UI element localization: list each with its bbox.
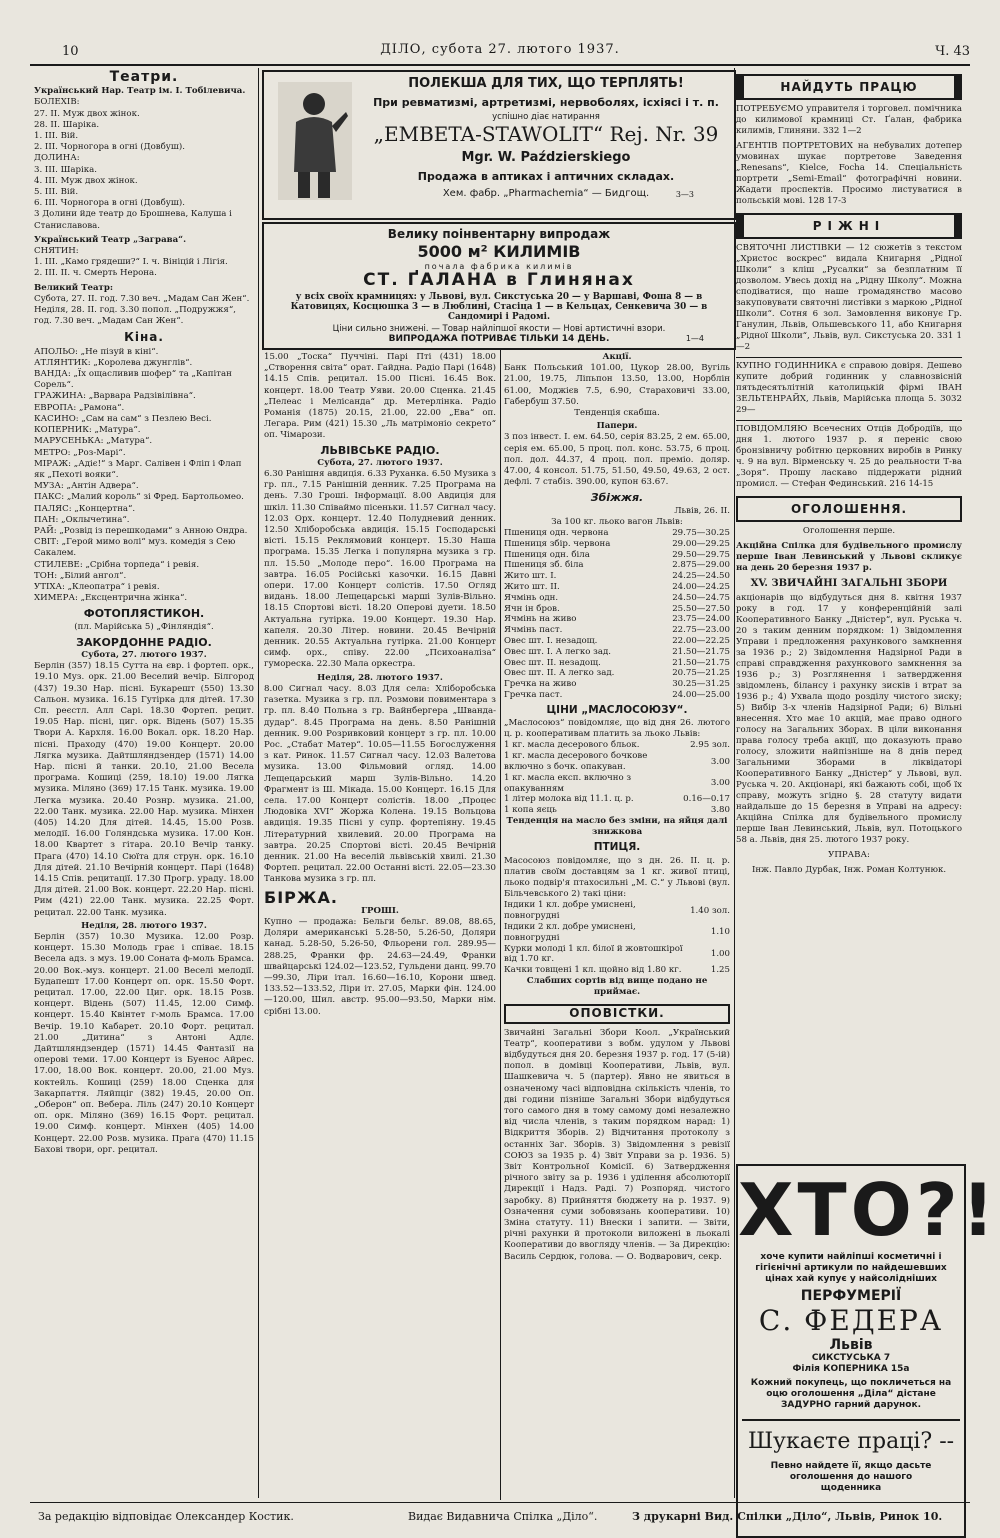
lviv-radio-title: ЛЬВІВСЬКЕ РАДІО. [320, 443, 440, 457]
cinema-line: КОПЕРНИК: „Матура“. [34, 425, 141, 436]
ad-city: Львів [829, 1337, 873, 1353]
cinema-line: АПОЛЬО: „Не пізуй в кіні“. [34, 346, 159, 357]
radio-program-text: Берлін (357) 10.30 Музика. 12.00 Розр. концерт. 15.30 Молодь грає і співає. 18.15 Весела адз. з муз. 19.00 Соната ф-моль Брамса. 20.00 Вок.-муз. концерт. 21.00 Веселі мелодії. Будапешт 17.00 Концерт оп. орк. 15.50 Форт. рецитал. 17.00, 22.00 Циг. орк. 18.15 Розв. концерт. Відень (507) 11.45, 12.00 Симф. концерт. 15.40 Квінтет г-моль Брамса. 17.00 Вечір. 19.10 Кабарет. 20.10 Форт. рецитал. 21.00 „Дитина“ з Антоні Адлє. Дайтшляндзендер (1571) 14.45 Фантазії на оперові теми. 17.00 Концерт із Буенос Айрес. 17.00, 18.00 Вок. концерт. 20.00, 21.00 Муз. коктейль. Кошиці (259) 18.00 Сценка для Закарпаття. Ляйпціг (382) 19.45, 20.00 Оп. „Оберон“ оп. Вебера. Ліль (247) 20.10 Концерт оп. орк. Міляно (369) 16.15 Форт. рецитал. 19.00 Симф. концерт. Мінхен (405) 14.00 Концерт. 22.00 Розв. музика. Прага (470) 11.15 Бахові твори, орг. рецитал. [34, 932, 254, 1155]
ad-code: 3—3 [675, 190, 694, 199]
ad-address: Філія КОПЕРНИКА 15а [792, 1364, 910, 1374]
market-column [504, 352, 730, 1500]
radio-day-heading: Субота, 27. лютого 1937. [317, 457, 443, 468]
poultry-trend: Слабших сортів від вище подано не приймає. [526, 975, 708, 998]
theatre-line: 4. III. Муж двох жінок. [34, 175, 138, 186]
theatres-title: Театри. [109, 69, 179, 85]
shares-text: Банк Польський 101.00, Цукор 28.00, Вугіль 21.00, 19.75, Ліпьпон 13.50, 13.00, Норблін 61.00, Моджієв 7.5, 6.90, Стараховичі 33.00, Габербуш 37.50. [504, 363, 730, 407]
theatre-line: Неділя, 28. II. год. 3.30 попол. „Подружжя“, год. 7.30 веч. „Мадам Сан Жен“. [34, 305, 236, 327]
table-row: 1 кг. масла експ. включно з опакуванням 3.00 [504, 772, 730, 794]
cinema-line: СВІТ: „Герой мимо волі“ муз. комедія з Сею Сакалем. [34, 537, 236, 559]
perfumery-advertisement [736, 1164, 999, 1538]
theatre-line: Субота, 27. II. год. 7.30 веч. „Мадам Сан Жен“. [34, 293, 250, 304]
announcement-text: акціонарів що відбудуться дня 8. квітня 1937 року в год. 17 у конференційній залі Кооперативного Банку „Дністер“, вул. Руська ч. 20 з таким денним порядком: 1) Звідомлення Управи і предложення рахункового замкнення за 1936 р.; 2) Звідомлення Надзірної Ради в справі справдження рахункового замкнення за 1936 р.; 3) Розглянення і затвердження звідомлень, білансу і рахунку зисків і втрат за 1936 р.; 4) Ухвала щодо розділу чистого зиску; 5) Вибір 3-х членів Надзірної Ради; 6) Вільні внесення. Хто має 10 акцій, має право одного голосу на Загальних Зборах. В ціли виконання права голосу треба акції, що доказують право голосу, зложити найпізніше на 8 днів перед Загальними Зборами в ліквідаторі Кооперативного Банку „Дністер“ у Львові, вул. Руська ч. 20. Акціонарі, які бажають собі, щоб їх справу, можуть згідно §. 28 статуту видати найдальше до 15 березня в Управі на адресу: Акційна Спілка для будівельного промислу перше Іван Левинський, Львів, вул. Потоцького 58 а. Львів, дня 25. лютого 1937 року. [736, 593, 962, 845]
misc-title: РІЖНІ [736, 213, 962, 239]
misc-ad: КУПНО ГОДИННИКА є справою довіря. Дешево купите добрий годинник у славнозвісній пятьдесятьлітній католицькій фірмі ІВАН ЗЕЛЬТЕНРАЙХ, Львів, Марійська площа 5. 3032 29— [736, 357, 962, 416]
ad-line: Кожний покупець, що покличеться на оцю оголошення „Діла“ дістане ЗАДУРНО гарний дарунок. [750, 1378, 952, 1410]
ad-line: хоче купити найліпші косметичні і гігієнічні артикули по найдешевших цінах хай купує у найсолідніших [755, 1252, 947, 1284]
column-divider [258, 68, 259, 1498]
middle-column [264, 352, 496, 1500]
cinema-line: ВАНДА: „Їх ощасливив шофер“ та „Капітан Сорель“. [34, 369, 232, 391]
table-row: Пшениця одн. червона 29.75—30.25 [504, 528, 730, 539]
grain-date: Львів, 26. II. [674, 505, 730, 516]
papers-title: Папери. [596, 421, 638, 432]
cinema-line: СТИЛЕВЕ: „Срібна торпеда“ і ревія. [34, 559, 200, 570]
header-rule [30, 64, 970, 66]
radio-program-text: 15.00 „Тоска“ Пуччіні. Парі Пті (431) 18.00 „Створення світа“ орат. Гайдна. Радіо Парі (1648) 14.15 Спів. рецитал. 15.00 Пісні. 16.45 Вок. концерт. 18.00 Театр Уяви. 20.00 Сценка. 21.45 „Пелеас і Мелісанда“ др. Метерлінка. Радіо Романія (1875) 20.15, 21.00, 22.00 „Ева“ оп. Легара. Рим (421) 15.30 „Ль матрімоніо секрето“ оп. Чімарози. [264, 352, 496, 441]
right-column [736, 74, 962, 876]
table-row: Овес шт. ІІ. А легко зад. 20.75—21.25 [504, 668, 730, 679]
page-number: 10 [62, 44, 79, 59]
misc-ad: СВЯТОЧНІ ЛИСТІВКИ — 12 сюжетів з текстом „Христос воскрес“ видала Книгарня „Рідної Школи“ з кліш „Русалки“ за безплатним її дозволом. Увесь дохід на „Рідну Школу“. Можна сподіватися, що наше громадянство масово закуповувати святочні листівки з маркою „Рідної Школи“. Сотня 6 зол. Замовлення виконує Гр. Ганулин, Львів, Ольшевського 11, або Книгарня „Рідної Школи“, Львів, вул. Сикстуська 20. 331 1—2 [736, 243, 962, 352]
cinema-line: ПАН: „Оклычетина“. [34, 514, 130, 525]
theatre-line: БОЛЕХІВ: [34, 97, 80, 108]
issue-number: Ч. 43 [935, 44, 970, 59]
job-ad: АГЕНТІВ ПОРТРЕТОВИХ на небувалих дотепер умовинах шукає портретове Заведення „Renesans“, Kielce, Focha 14. Спеціальність портрети „Semi-Email“ фотографічні новини. Жадати проспектів. Просимо листуватися в польській мові. 128 17-3 [736, 141, 962, 206]
theatre-line: ДОЛИНА: [34, 153, 80, 164]
table-row: Індики 2 кл. добре умиснені, повногрудні 1.10 [504, 922, 730, 943]
masthead-date: ДІЛО, субота 27. лютого 1937. [380, 42, 620, 57]
table-row: Ячн ін бров. 25.50—27.50 [504, 603, 730, 614]
ad-big-headline: ХТО?! [738, 1168, 999, 1252]
fotoplastikon-title: ФОТОПЛЯСТИКОН. [83, 607, 205, 621]
notices-text: Звичайні Загальні Збори Коол. „Український Театр“, кооперативи з вобм. удулом у Львові відбудуться дня 20. березня 1937 р. год. 17 (5-ій) попол. в домівці Кооперативи, Львів, вул. Шашкевича ч. 5 (партер). Явно не явиться в означеному часі відповідна скількість членів, то дві години пізніше Загальні Збори відбудуться того самого дня в тому самому домі незалежно від числа членів, з таким порядком нарад: 1) Відкриття Зборів. 2) Відчитання протоколу з останніх Заг. Зборів. 3) Звідомлення з ревізії СОЮЗ за 1935 р. 4) Звіт Управи за р. 1936. 5) Звіт Контрольної Комісії. 6) Затвердження річного звіту за р. 1936 і уділення абсолюторії Дирекції і Надз. Раді. 7) Розпоряд. чистого заробку. 8) Прийняття бюджету на р. 1937. 9) Означення суми зобовязань кооперативи. 10) Зміна статуту. 11) Внески і запити. — Звіти, річні рахунки й протоколи виложені в льокалі Кооперативи до ввогляду членів. — За Дирекцію: Василь Сердюк, голова. — О. Водварович, секр. [504, 1027, 730, 1262]
ad-line: При ревматизмі, артретизмі, нервоболях, ісхіясі і т. п. [373, 96, 719, 109]
jobs-title: НАЙДУТЬ ПРАЦЮ [736, 74, 962, 100]
cinema-line: МЕТРО: „Роз-Марі“. [34, 447, 126, 458]
cinema-line: КАСИНО: „Сам на сам“ з Пезлею Весі. [34, 413, 212, 424]
embeta-advertisement [262, 70, 736, 220]
radio-program-text: Берлін (357) 18.15 Сутта на євр. і фортеп. орк., 19.10 Муз. орк. 21.00 Веселий вечір. Білгород (437) 19.30 Нар. пісні. Букарешт (550) 13.30 Сальон. музика. 16.15 Гутірка для дітей. 17.30 Сп. реєстл. Алл Сарі. 18.30 Фортеп. рецит. 19.05 Нар. пісні, циг. орк. Відень (507) 15.35 Твори А. Кархля. 16.00 Вокал. орк. 18.20 Нар. пісні. Праходу (470) 19.00 Концерт. 20.00 Лягка музика. Дайтшляндзендер (1571) 14.00 Нар. пісні й танки. 20.10, 21.00 Весела програма. Кошиці (259, 18.10) 19.00 Лягка музика. Міляно (369) 17.15 Танк. музика. 19.00 Легка музика. 20.40 Рознр. музика. 21.00, 22.00 Танк. музика. 22.00 Нар. музика. Мінхен (405) 14.20 Для дітей. 14.45, 15.00 Розв. мелодії. 16.00 Голяндська музика. 17.00 Кон. 18.00 Квартет з гітара. 20.10 Вечір танку. Прага (470) 14.10 Сюїта для струн. орк. 16.10 Для дітей. 21.10 Вечірній концерт. Парі (1648) 14.15 Спів. рецитації. 17.30 Прогр. ураду. 18.00 Для дітей. 21.00 Вок. концерт. 22.20 Нар. пісні. Рим (421) 22.00 Танк. музика. 22.25 Форт. рецитал. 22.00 Танк. музика. [34, 661, 254, 918]
theatre-line: 6. III. Чорногора в огні (Довбуш). [34, 198, 185, 209]
table-row: Овес шт. ІІ. незадощ. 21.50—21.75 [504, 657, 730, 668]
theatre-name: Український Театр „Заграва“. [34, 234, 187, 245]
footer-printer: З друкарні Вид. Спілки „Діло“, Львів, Ринок 10. [632, 1510, 943, 1523]
shares-trend: Тенденція скабша. [574, 408, 660, 419]
theatre-line: 1. III. „Камо грядеши?“ I. ч. Вініцій і Лігія. [34, 257, 228, 268]
left-column [34, 70, 254, 1500]
announcements-title: ОГОЛОШЕННЯ. [736, 496, 962, 522]
ad-line: Певно найдете її, якщо дасьте оголошення до нашого щоденника [770, 1461, 932, 1493]
maslosoyuz-title: ЦІНИ „МАСЛОСОЮЗУ“. [546, 703, 688, 716]
footer-publisher: Видає Видавнича Спілка „Діло“. [408, 1510, 598, 1523]
cinema-line: МАРУСЕНЬКА: „Матура“. [34, 436, 153, 447]
column-divider [500, 350, 501, 1500]
ad-brand: С. ФЕДЕРА [758, 1304, 944, 1337]
table-row: Ячмінь на живо 23.75—24.00 [504, 614, 730, 625]
theatre-line: 2. III. II. ч. Смерть Нерона. [34, 268, 157, 279]
shares-title: Акції. [602, 352, 632, 362]
cinema-line: ПАКС: „Малий король“ зі Фред. Бартольомео. [34, 492, 244, 503]
table-row: Овес шт. І. А легко зад. 21.50—21.75 [504, 646, 730, 657]
ad-line: ВИПРОДАЖА ПОТРИВАЄ ТІЛЬКИ 14 ДЕНЬ. [388, 334, 610, 344]
ad-line: успішно діає натирання [492, 112, 600, 122]
table-row: Пшениця одн. біла 29.50—29.75 [504, 549, 730, 560]
ad-code: 1—4 [685, 334, 704, 343]
man-figure-illustration [278, 82, 352, 200]
table-row: 1 кг. масла десерового бльок. 2.95 зол. [504, 740, 730, 751]
grain-price-table [504, 528, 730, 701]
table-row: Курки молоді 1 кл. білої й жовтошкірої від 1.70 кг. 1.00 [504, 943, 730, 965]
theatre-line: 1. III. Вій. [34, 131, 79, 142]
radio-day-heading: Неділя, 28. лютого 1937. [81, 920, 207, 931]
ad-divider [742, 1419, 960, 1421]
table-row: Жито шт. І. 24.25—24.50 [504, 571, 730, 582]
ad-headline: ПОЛЕКША ДЛЯ ТИХ, ЩО ТЕРПЛЯТЬ! [408, 76, 684, 91]
table-row: Гречка паст. 24.00—25.00 [504, 690, 730, 700]
ad-product-name: „EMBETA-STAWOLIT“ Rej. Nr. 39 [373, 122, 719, 146]
ad-headline: 5000 м² КИЛИМІВ [417, 242, 581, 261]
theatre-line: 3. III. Шаріка. [34, 164, 97, 175]
page-header [30, 38, 970, 64]
radio-day-heading: Неділя, 28. лютого 1937. [317, 672, 443, 683]
ad-line: Ціни сильно знижені. — Товар найліпшої якости — Нові артистичні взори. [332, 324, 666, 334]
announcement-sign-label: УПРАВА: [828, 850, 870, 860]
radio-program-text: 8.00 Сигнал часу. 8.03 Для села: Хліборобська газетка. Музика з гр. пл. Розмови повиментара з гр. пл. 8.40 Польна з гр. Вайнбергера „Шванда-дудар“. 8.45 Програма на день. 8.50 Ранішній денник. 9.00 Розривковий концерт з гр. пл. 10.00 Рос. „Стабат Матер“. 10.05—11.55 Богослуження з кат. Ринок. 11.57 Сигнал часу. 12.03 Валетова музика. 13.00 Фільмовий огляд. 14.00 Лещецарський марш Зулів-Вільно. 14.20 Фрагмент із Ш. Мікада. 15.00 Концерт. 16.15 Для села. 17.00 Концерт солістів. 18.00 „Процес Людовіка XVI“ Жоржа Колена. 19.15 Вольцова авдиція. 19.35 Пісні у супр. фортепіяну. 19.45 Літературний хвилевий. 20.00 Програма на завтра. 20.25 Спортові вісті. 20.45 Вечірній денник. 21.00 На веселій львівській хвилі. 21.30 Фортеп. рецитал. 22.00 Останні вісті. 22.05—23.30 Танкова музика з гр. пл. [264, 683, 496, 885]
cinema-line: МІРАЖ: „Адіє!“ з Марг. Салівен і Фліп і Флап як „Пехоті вояки“. [34, 458, 242, 480]
ad-line: Продажа в аптиках і аптичних складах. [417, 170, 675, 183]
ad-addresses: у всіх своїх крамницях: у Львові, вул. Сикстуська 20 — у Варшаві, Фоша 8 — в Катовицях, Косцюшка 3 — в Люблині, Стасіца 1 — в Кельцах, Сенкевича 30 — в Сандомирі і Радомі. [290, 292, 708, 322]
theatre-name: Український Нар. Театр ім. І. Тобілевича. [34, 86, 246, 97]
birzha-title: БІРЖА. [264, 887, 338, 907]
grain-note: За 100 кг. льоко вагон Львів: [551, 516, 683, 527]
birzha-subtitle: ГРОШІ. [361, 905, 399, 916]
cinema-line: РАЙ: „Розвід із перешкодами“ з Анною Ондра. [34, 525, 248, 536]
butter-price-table [504, 740, 730, 816]
cinema-line: УТІХА: „Клеопатра“ і ревія. [34, 581, 160, 592]
poultry-price-table [504, 900, 730, 976]
misc-ad: ПОВІДОМЛЯЮ Всечесних Отців Добродіїв, що дня 1. лютого 1937 р. я переніс свою бронзівничу робітню церковних виробів в Ринку ч. 9 на вул. Вірменську ч. 25 до реальности Т-ва „Зоря“. Прошу ласкаво піддержати рідний промисл. — Стефан Фединський. 216 14-15 [736, 420, 962, 490]
theatre-line: 3 Долини йде театр до Брошнева, Калуша і Станиславова. [34, 209, 232, 231]
cinema-line: ТОН: „Білий ангол“. [34, 570, 127, 581]
ad-brand: СТ. ҐАЛАНА в Глинянах [363, 270, 635, 290]
notices-title-box [504, 1004, 730, 1023]
announcement-intro: Акційна Спілка для будівельного промислу перше Іван Левинський у Львові скликує на день 20 березня 1937 р. [736, 541, 962, 573]
theatre-line: 28. II. Шаріка. [34, 119, 100, 130]
table-row: 1 копа яєць 3.80 [504, 805, 730, 816]
table-row: Ячмінь паст. 22.75—23.00 [504, 625, 730, 636]
table-row: Пшениця збір. червона 29.00—29.25 [504, 538, 730, 549]
table-row: Гречка на живо 30.25—31.25 [504, 679, 730, 690]
announcement-signatures: Інж. Павло Дурбак, Інж. Роман Колтунюк. [751, 865, 947, 875]
theatre-line: 5. III. Вій. [34, 187, 79, 198]
theatre-name: Великий Театр: [34, 282, 114, 293]
poultry-title: ПТИЦЯ. [593, 841, 641, 854]
notices-title: ОПОВІСТКИ. [569, 1006, 665, 1021]
cinema-line: ГРАЖИНА: „Варвара Радзівілівна“. [34, 391, 196, 402]
cinema-line: ЕВРОПА: „Рамона“. [34, 402, 125, 413]
radio-program-text: 6.30 Ранішня авдиція. 6.33 Руханка. 6.50 Музика з гр. пл., 7.15 Ранішній денник. 7.25 Програма на день. 7.30 Гроші. Інформації. 8.00 Авдиція для шкіл. 11.30 Співаймо пісеньки. 11.57 Сигнал часу. 12.03 Орх. концерт. 12.40 Полудневий денник. 12.50 Хліборобська авдиція. 15.15 Господарські вісті. 15.15 Реклямовий концерт. 15.30 Наша програма. 15.35 Легка і популярна музика з гр. пл. 15.50 „Молоде перо“. 16.00 Програма на завтра. 16.05 Російські казочки. 16.15 Давні опери. 17.00 Концерт солістів. 17.50 Огляд видань. 18.00 Лещецарські марші Зулів-Вільно. 18.15 Спортові вісті. 18.20 Оперові дуети. 18.50 Актуальна гутірка. 19.00 Концерт. 19.30 Нар. капеля. 20.30 Літер. новини. 20.45 Вечірній денник. 20.55 Актуальна гутірка. 21.00 Концерт симф. орх., співу. 22.00 „Психоаналіза“ гумореска. 22.30 Мала оркестра. [264, 469, 496, 670]
butter-trend: Тенденція на масло без зміни, на яйця далі знижкова [506, 815, 728, 838]
cinema-title: Кіна. [124, 330, 164, 345]
table-row: Пшениця зб. біла 2.875—29.00 [504, 560, 730, 571]
maslosoyuz-text: „Маслосоюз“ повідомляє, що від дня 26. лютого ц. р. кооперативам платить за льоко Львів: [504, 718, 730, 740]
footer-editor: За редакцію відповідає Олександер Костик. [38, 1510, 294, 1523]
poultry-text: Масосоюз повідомляє, що з дн. 26. II. ц. р. платив своїм доставцям за 1 кг. живої птиці, льоко подвір'я птахосильні „М. С.“ у Львові (вул. Більчевського 2) такі ціни: [504, 855, 730, 900]
table-row: Ячмінь одн. 24.50—24.75 [504, 592, 730, 603]
cinema-line: ПАЛЯС: „Концертна“. [34, 503, 136, 514]
cinema-line: АТЛЯНТИК: „Королева джунглів“. [34, 357, 193, 368]
radio-day-heading: Субота, 27. лютого 1937. [81, 649, 207, 660]
table-row: Качки товщені 1 кл. щойно від 1.80 кг. 1.25 [504, 965, 730, 976]
papers-text: 3 поз інвест. І. ем. 64.50, серія 83.25, 2 ем. 65.00, серія ем. 65.00, 5 проц. пол. конс. 53.75, 6 проц. пол. дол. 44.37, 4 проц. пол. преміо. доляр. 47.00, 4 консол. 51.75, 51.50, 49.50, 49.63, 2 ост. дефлі. 7 стабіз. 390.00, купон 63.67. [504, 432, 730, 488]
table-row: 1 літер молока від 11.1. ц. р. 0.16—0.17 [504, 794, 730, 805]
ad-headline: Шукаєте праці? -- [747, 1429, 955, 1454]
theatre-line: 27. II. Муж двох жінок. [34, 108, 140, 119]
ad-maker: Mgr. W. Paździerskiego [461, 150, 631, 165]
ad-line: Велику поінвентарну випродаж [387, 227, 611, 241]
ad-line: почала фабрика килимів [424, 262, 574, 271]
theatre-line: СНЯТИН: [34, 246, 79, 257]
kylymy-sale-advertisement [262, 222, 736, 350]
announcement-subtitle: Оголошення перше. [802, 526, 896, 536]
theatre-line: 2. III. Чорногора в огні (Довбуш). [34, 142, 185, 153]
fotoplastikon-sub: (пл. Марійська 5) „Фінляндія“. [74, 621, 214, 632]
foreign-radio-title: ЗАКОРДОННЕ РАДІО. [76, 635, 212, 649]
ad-line: Хем. фабр. „Pharmachemia“ — Бидгощ. [442, 188, 650, 199]
cinema-line: МУЗА: „Антін Адвера“. [34, 481, 139, 492]
job-ad: ПОТРЕБУЄМО управителя і торговел. помічника до килимової крамниці Ст. Ґалан, фабрика килимів, Глиняни. 332 1—2 [736, 104, 962, 136]
grain-title: Збіжжя. [590, 491, 644, 505]
table-row: 1 кг. масла десерового бочкове включно з бочк. опакуван. 3.00 [504, 751, 730, 772]
ad-address: СИКСТУСЬКА 7 [811, 1353, 891, 1363]
table-row: Жито шт. ІІ. 24.00—24.25 [504, 582, 730, 593]
currency-rates: Купно — продажа: Бельги бельг. 89.08, 88.65, Доляри американські 5.28-50, 5.26-50, Доляри канад. 5.28-50, 5.26-50, Фльорени гол. 289.95—288.25, Франки фр. 24.63—24.49, Франки швайцарські 124.02—123.52, Гульдени данц. 99.70—99.30, Ліри італ. 16.60—16.10, Корони швед. 133.52—133.52, Ліри іт. 27.05, Марки фін. 124.00—120.00, Шил. австр. 95.00—93.50, Марки нім. срібні 13.00. [264, 916, 496, 1017]
ad-line: ПЕРФУМЕРІЇ [800, 1288, 902, 1304]
table-row: Овес шт. І. незадощ. 22.00—22.25 [504, 636, 730, 647]
footer-rule [30, 1502, 970, 1503]
cinema-line: ХИМЕРА: „Ексцентрична жінка“. [34, 593, 188, 604]
announcement-heading: XV. ЗВИЧАЙНІ ЗАГАЛЬНІ ЗБОРИ [750, 578, 948, 589]
table-row: Індики 1 кл. добре умиснені, повногрудні 1.40 зол. [504, 900, 730, 922]
